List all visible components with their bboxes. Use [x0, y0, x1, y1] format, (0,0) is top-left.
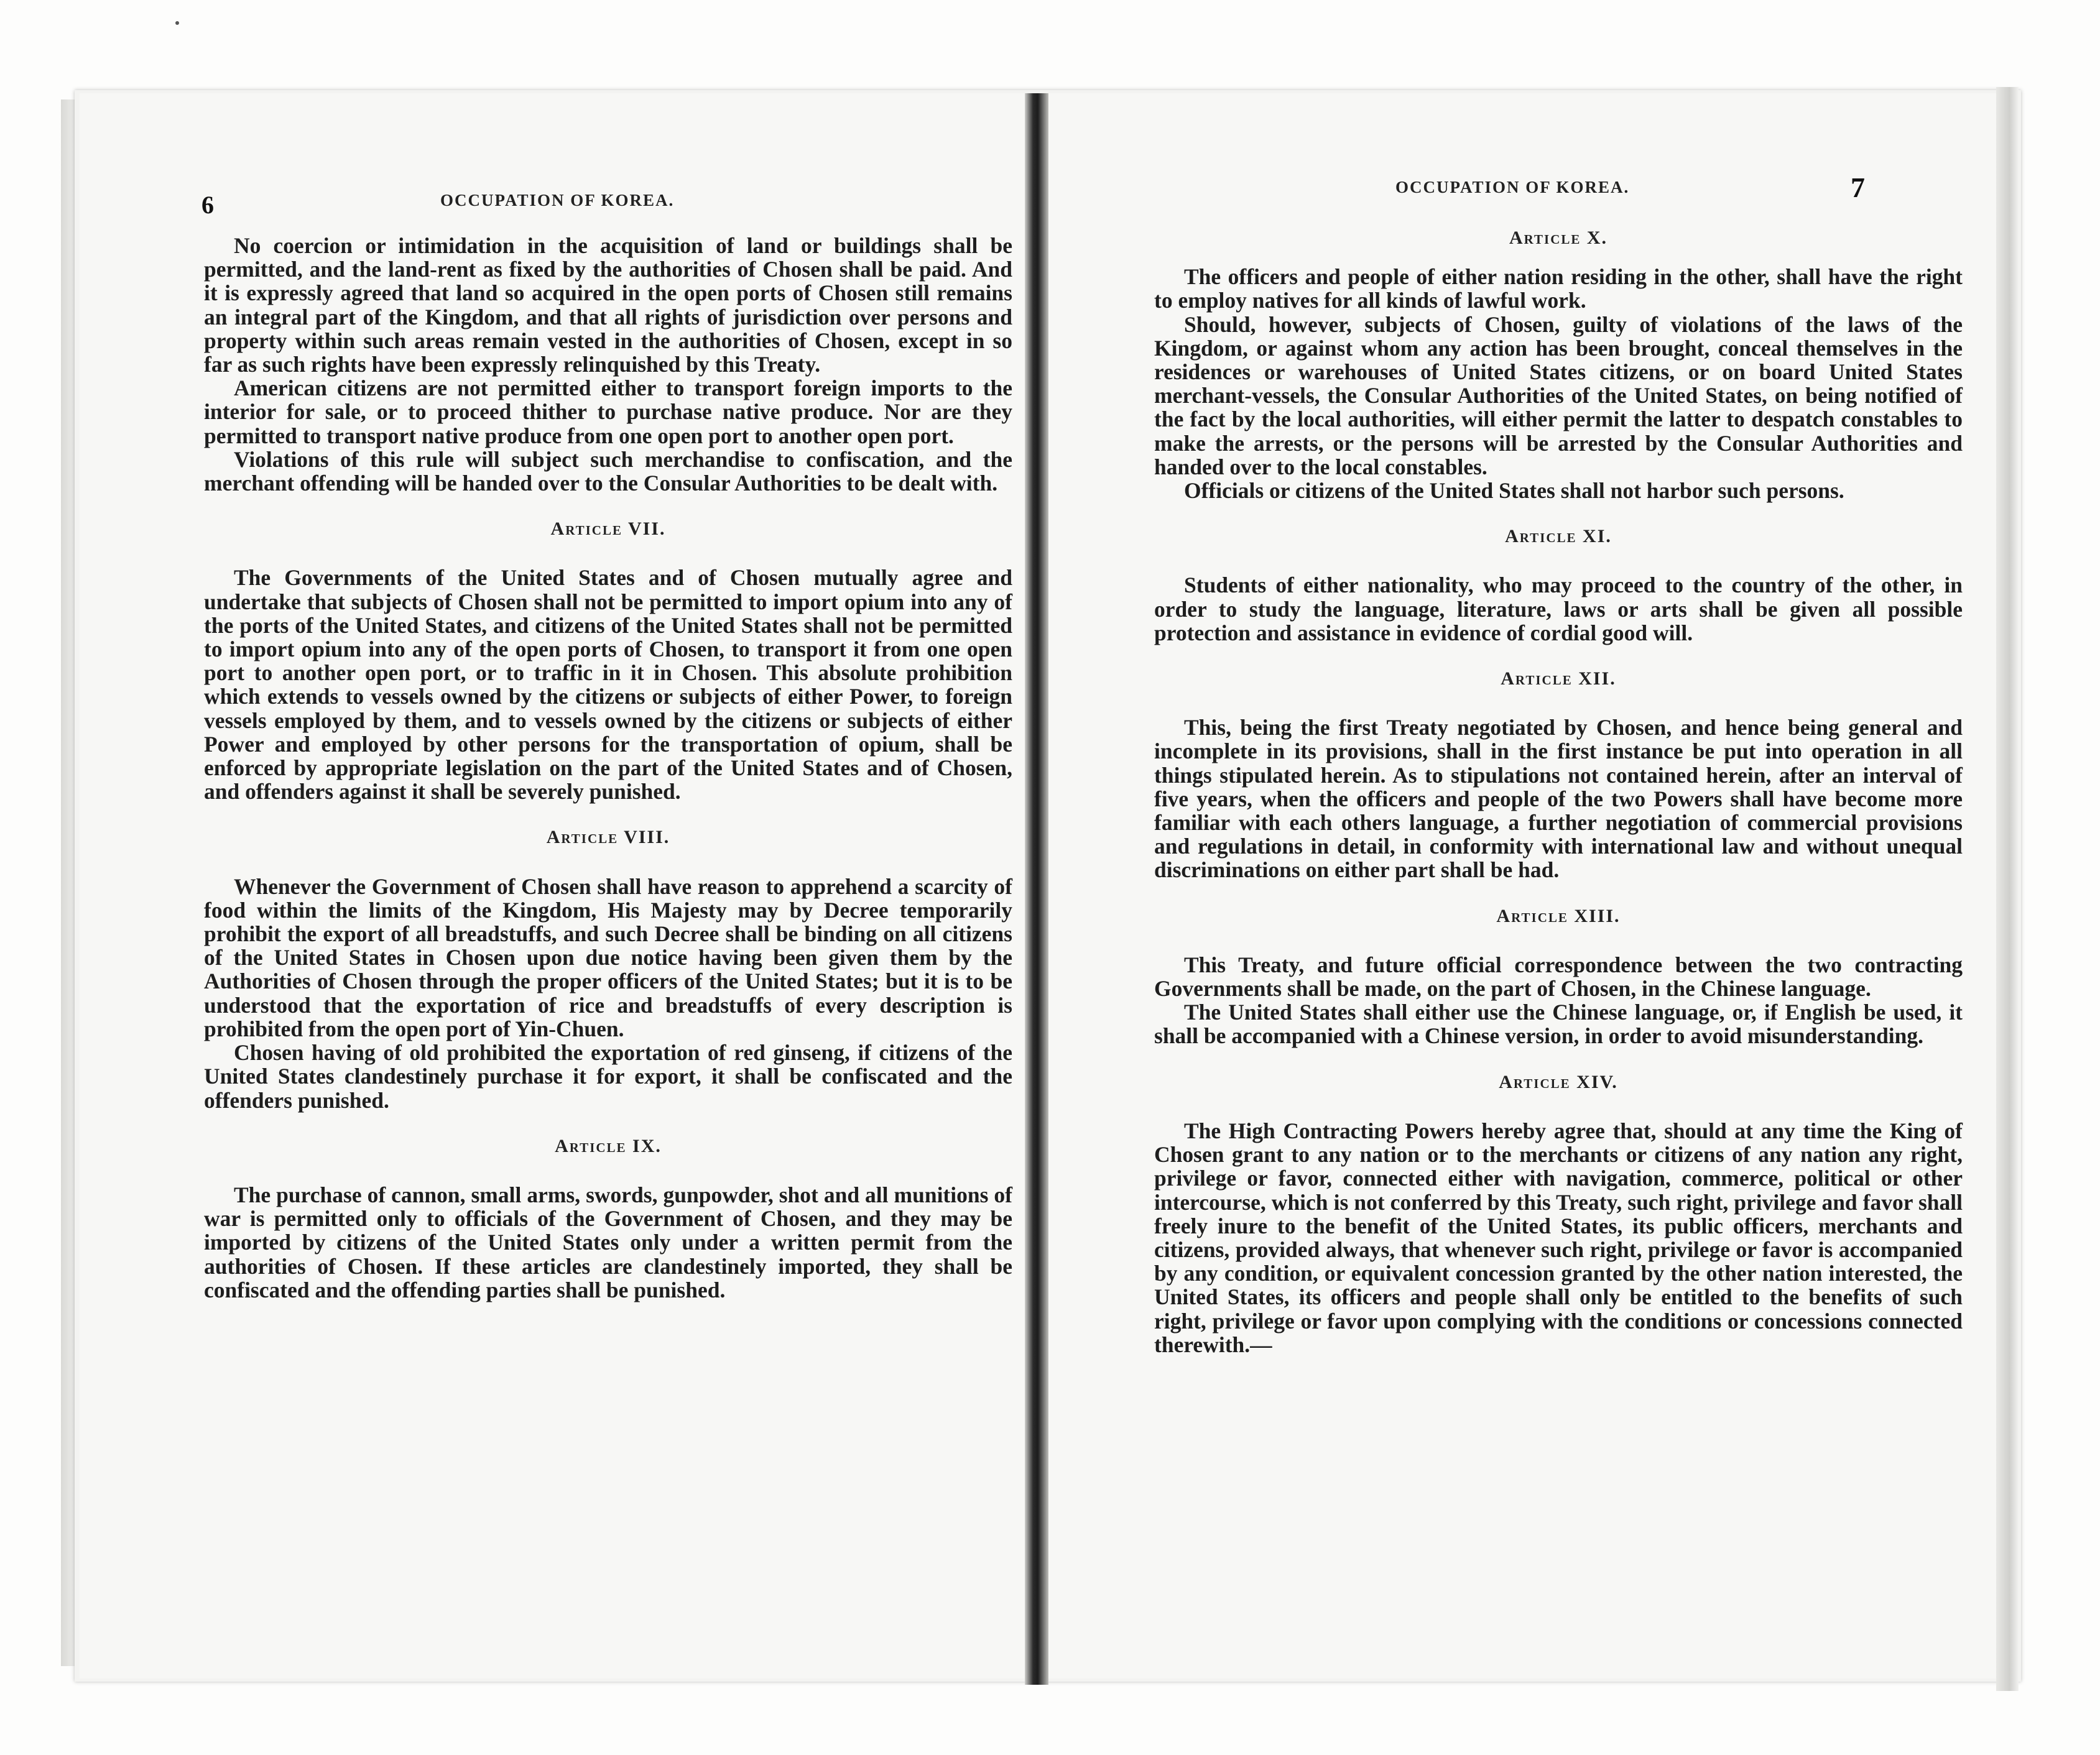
left-text-column — [204, 234, 1012, 1302]
book-gutter — [1025, 93, 1048, 1685]
paragraph: This Treaty, and future official correspondence between the two contracting Governments shall be made, on the part of Chosen, in the Chinese language. — [1154, 952, 1963, 1002]
paragraph: American citizens are not permitted either to transport foreign imports to the interior for sale, or to proceed thither to purchase native produce. Nor are they permitted to transport native produce from one open port to another open port. — [204, 375, 1012, 448]
paragraph: Violations of this rule will subject such merchandise to confiscation, and the merchant offending will be handed over to the Consular Authorities to be dealt with. — [204, 446, 1012, 496]
paragraph: Chosen having of old prohibited the exportation of red ginseng, if citizens of the United States clandestinely purchase it for export, it shall be confiscated and the offenders punished. — [204, 1040, 1012, 1113]
article-heading: Article X. — [1509, 228, 1608, 248]
page-number: 7 — [1851, 172, 1865, 203]
article-heading: Article IX. — [555, 1135, 662, 1156]
paragraph: Whenever the Government of Chosen shall have reason to apprehend a scarcity of food within the limits of the Kingdom, His Majesty may by Decree temporarily prohibit the export of all breadstuffs, and such Decree shall be binding on all citizens of the United States in Chosen upon due notice having been given them by the Authorities of Chosen through the proper officers of the United States; but it is to be understood that the exportation of rice and breadstuffs of every description is prohibited from the open port of Yin-Chuen. — [204, 873, 1012, 1041]
left-page — [80, 93, 1025, 1679]
running-head: OCCUPATION OF KOREA. — [440, 191, 675, 210]
paragraph: Should, however, subjects of Chosen, guilty of violations of the laws of the Kingdom, or against whom any action has been brought, conceal themselves in the residences or warehouses of United States citizens, or on board United States merchant-vessels, the Consular Authorities of the United States, on being notified of the fact by the local authorities, will either permit the latter to despatch constables to make the arrests, or the persons will be arrested by the Consular Authorities and handed over to the local constables. — [1154, 311, 1963, 479]
article-heading: Article XII. — [1501, 668, 1616, 689]
right-page — [1048, 93, 1996, 1679]
paragraph: The purchase of cannon, small arms, swords, gunpowder, shot and all munitions of war is permitted only to officials of the Government of Chosen, and they may be imported by citizens of the United States only under a written permit from the authorities of Chosen. If these articles are clandestinely imported, they shall be confiscated and the offending parties shall be punished. — [204, 1182, 1012, 1302]
paragraph: The High Contracting Powers hereby agree that, should at any time the King of Chosen grant to any nation or to the merchants or citizens of any nation any right, privilege or favor, connected either with navigation, commerce, political or other intercourse, which is not conferred by this Treaty, such right, privilege and favor shall freely inure to the benefit of the United States, its public officers, merchants and citizens, provided always, that whenever such right, privilege or favor is accompanied by any condition, or equivalent concession granted by the other nation interested, the United States, its officers and people shall only be entitled to the benefits of such right, privilege or favor upon complying with the conditions or concessions connected therewith.— — [1154, 1118, 1963, 1357]
article-heading: Article VIII. — [546, 827, 670, 848]
right-page-edge — [1996, 87, 2019, 1691]
paragraph: The officers and people of either nation residing in the other, shall have the right to employ natives for all kinds of lawful work. — [1154, 264, 1963, 313]
right-text-column — [1154, 226, 1963, 1357]
page-number: 6 — [201, 191, 214, 219]
paragraph: No coercion or intimidation in the acquisition of land or buildings shall be permitted, and the land-rent as fixed by the authorities of Chosen shall be paid. And it is expressly agreed that land so acquired in the open ports of Chosen still remains an integral part of the Kingdom, and that all rights of jurisdiction over persons and property within such areas remain vested in the authorities of Chosen, except in so far as such rights have been expressly relinquished by this Treaty. — [204, 233, 1012, 377]
article-heading: Article XI. — [1505, 526, 1612, 547]
paragraph: Students of either nationality, who may proceed to the country of the other, in order to study the language, literature, laws or arts shall be given all possible protection and assistance in evidence of cordial good will. — [1154, 573, 1963, 645]
running-head: OCCUPATION OF KOREA. — [1395, 178, 1630, 196]
article-heading: Article XIII. — [1496, 905, 1621, 926]
article-heading: Article VII. — [550, 518, 666, 540]
paragraph: The United States shall either use the Chinese language, or, if English be used, it shall be accompanied with a Chinese version, in order to avoid misunderstanding. — [1154, 1000, 1963, 1049]
paragraph: The Governments of the United States and of Chosen mutually agree and undertake that subjects of Chosen shall not be permitted to import opium into any of the ports of the United States, and citizens of the United States shall not be permitted to import opium into any of the open ports of Chosen, to transport it from one open port to another open port, or to traffic in it in Chosen. This absolute prohibition which extends to vessels owned by the citizens or subjects of either Power, to foreign vessels employed by them, and to vessels owned by the citizens or subjects of either Power and employed by other persons for the transportation of opium, shall be enforced by appropriate legislation on the part of the United States and of Chosen, and offenders against it shall be severely punished. — [204, 565, 1012, 804]
article-heading: Article XIV. — [1499, 1071, 1618, 1092]
dust-speck — [175, 21, 179, 25]
paragraph: This, being the first Treaty negotiated by Chosen, and hence being general and incomplete in its provisions, shall in the first instance be put into operation in all things stipulated herein. As to stipulations not contained herein, after an interval of five years, when the officers and people of the two Powers shall have become more familiar with each others language, a further negotiation of commercial provisions and regulations in detail, in conformity with international law and without unequal discriminations on either part shall be had. — [1154, 715, 1963, 883]
paragraph: Officials or citizens of the United States shall not harbor such persons. — [1184, 478, 1844, 504]
